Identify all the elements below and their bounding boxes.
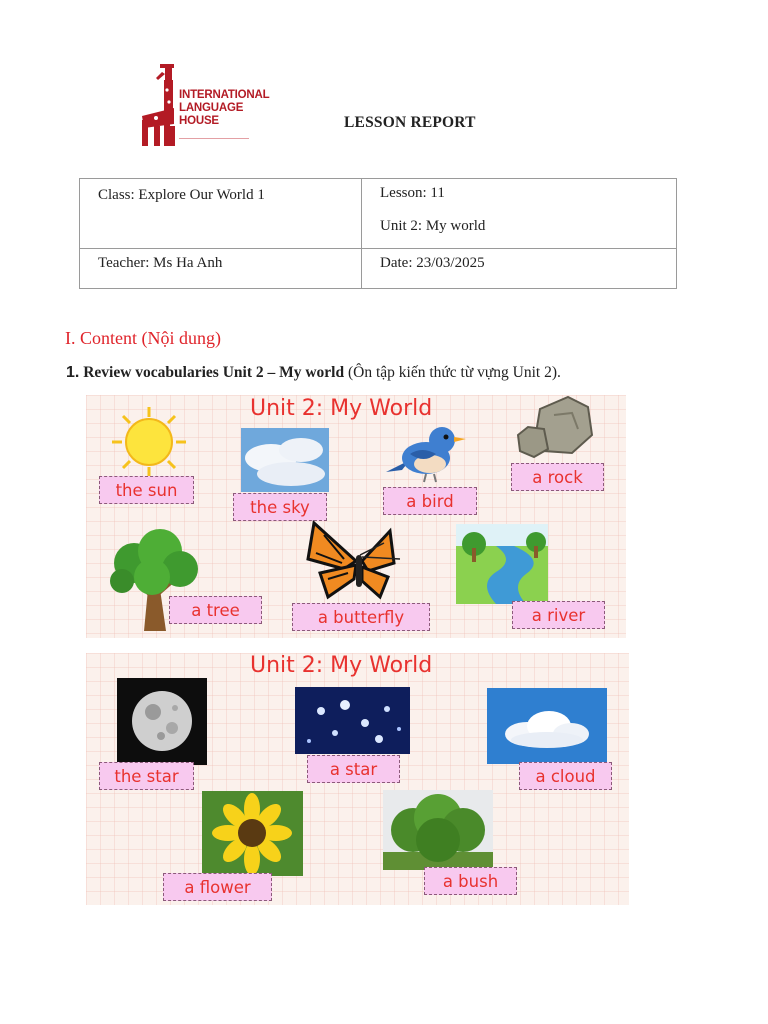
class-cell (80, 179, 362, 249)
lesson-info-table (79, 178, 677, 289)
sunflower-icon (202, 791, 303, 876)
moon-icon (117, 678, 207, 765)
lesson-value: Lesson: 11 (380, 185, 445, 201)
logo-wordmark: INTERNATIONAL LANGUAGE HOUSE (179, 89, 270, 127)
label-the-sun: the sun (99, 476, 194, 504)
cloud-icon (487, 688, 607, 764)
report-title: LESSON REPORT (344, 114, 476, 131)
label-a-tree: a tree (169, 596, 262, 624)
card-1-title: Unit 2: My World (250, 396, 433, 421)
card-2-title: Unit 2: My World (250, 653, 433, 678)
item-normal-text: (Ôn tập kiến thức từ vựng Unit 2). (344, 364, 561, 381)
logo-tagline-rule (179, 138, 249, 144)
label-a-rock: a rock (511, 463, 604, 491)
vocab-card-1 (86, 395, 626, 638)
item-bold-text: Review vocabularies Unit 2 – My world (83, 364, 345, 381)
lesson-cell (362, 179, 677, 249)
label-a-bird: a bird (383, 487, 477, 515)
teacher-value: Teacher: Ms Ha Anh (98, 255, 223, 271)
date-cell (362, 249, 677, 289)
label-a-flower: a flower (163, 873, 272, 901)
class-value: Class: Explore Our World 1 (98, 187, 265, 203)
item-1-heading (66, 364, 561, 382)
sky-icon (241, 428, 329, 492)
rock-icon (514, 395, 598, 459)
label-the-sky: the sky (233, 493, 327, 521)
label-a-cloud: a cloud (519, 762, 612, 790)
label-a-star: a star (307, 755, 400, 783)
star-cluster-icon (295, 687, 410, 754)
label-a-butterfly: a butterfly (292, 603, 430, 631)
butterfly-icon (304, 519, 414, 603)
label-the-star: the star (99, 762, 194, 790)
teacher-cell (80, 249, 362, 289)
label-a-river: a river (512, 601, 605, 629)
item-number: 1. (66, 364, 80, 381)
label-a-bush: a bush (424, 867, 517, 895)
content-heading: I. Content (Nội dung) (65, 328, 221, 348)
vocab-card-2 (86, 653, 629, 905)
date-value: Date: 23/03/2025 (380, 255, 485, 271)
river-icon (456, 524, 548, 604)
unit-value: Unit 2: My world (380, 218, 486, 234)
sun-icon (106, 405, 192, 479)
bush-icon (383, 790, 493, 870)
bird-icon (380, 420, 470, 484)
